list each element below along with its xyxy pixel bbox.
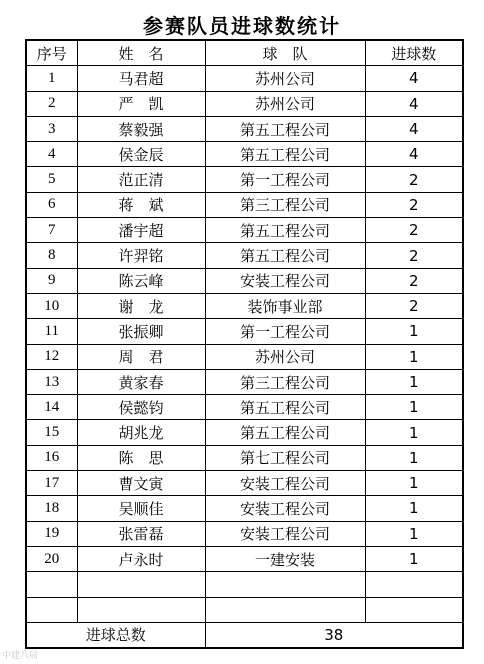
row-goals: 1 xyxy=(365,521,463,546)
row-name: 吴顺佳 xyxy=(77,496,205,521)
header-team: 球 队 xyxy=(205,40,365,66)
row-team: 安装工程公司 xyxy=(205,268,365,293)
row-index: 18 xyxy=(26,496,77,521)
table-row xyxy=(26,369,463,394)
table-row xyxy=(26,116,463,141)
row-name: 周 君 xyxy=(77,344,205,369)
row-name: 黄家春 xyxy=(77,369,205,394)
row-goals: 1 xyxy=(365,445,463,470)
row-goals: 1 xyxy=(365,319,463,344)
table-row xyxy=(26,546,463,571)
table-row xyxy=(26,319,463,344)
header-goals: 进球数 xyxy=(365,40,463,66)
row-index: 16 xyxy=(26,445,77,470)
row-goals: 2 xyxy=(365,268,463,293)
row-team: 安装工程公司 xyxy=(205,471,365,496)
row-name: 谢 龙 xyxy=(77,293,205,318)
row-name: 蔡毅强 xyxy=(77,116,205,141)
row-index: 14 xyxy=(26,395,77,420)
table-row xyxy=(26,192,463,217)
row-index: 8 xyxy=(26,243,77,268)
row-index: 5 xyxy=(26,167,77,192)
row-goals: 2 xyxy=(365,243,463,268)
row-team: 第一工程公司 xyxy=(205,319,365,344)
row-goals: 4 xyxy=(365,91,463,116)
row-goals: 1 xyxy=(365,420,463,445)
header-index: 序号 xyxy=(26,40,77,66)
goals-table xyxy=(25,39,464,649)
row-index: 19 xyxy=(26,521,77,546)
table-row xyxy=(26,91,463,116)
table-row xyxy=(26,293,463,318)
table-row xyxy=(26,66,463,91)
total-label: 进球总数 xyxy=(26,622,205,648)
row-name: 马君超 xyxy=(77,66,205,91)
table-row xyxy=(26,243,463,268)
empty-row xyxy=(26,597,463,622)
row-index: 9 xyxy=(26,268,77,293)
row-goals: 1 xyxy=(365,344,463,369)
row-goals: 4 xyxy=(365,142,463,167)
row-name: 蒋 斌 xyxy=(77,192,205,217)
row-team: 苏州公司 xyxy=(205,91,365,116)
row-team: 第五工程公司 xyxy=(205,243,365,268)
row-name: 张振卿 xyxy=(77,319,205,344)
row-name: 张雷磊 xyxy=(77,521,205,546)
total-row xyxy=(26,622,463,648)
row-team: 第五工程公司 xyxy=(205,142,365,167)
row-index: 3 xyxy=(26,116,77,141)
row-name: 曹文寅 xyxy=(77,471,205,496)
table-row xyxy=(26,420,463,445)
table-row xyxy=(26,496,463,521)
row-goals: 1 xyxy=(365,496,463,521)
table-row xyxy=(26,344,463,369)
row-team: 第五工程公司 xyxy=(205,218,365,243)
total-value: 38 xyxy=(205,622,463,648)
row-index: 11 xyxy=(26,319,77,344)
row-team: 第五工程公司 xyxy=(205,420,365,445)
row-goals: 2 xyxy=(365,218,463,243)
row-team: 第七工程公司 xyxy=(205,445,365,470)
row-name: 陈 思 xyxy=(77,445,205,470)
row-goals: 2 xyxy=(365,293,463,318)
row-goals: 4 xyxy=(365,66,463,91)
table-row xyxy=(26,167,463,192)
header-name: 姓 名 xyxy=(77,40,205,66)
row-team: 第一工程公司 xyxy=(205,167,365,192)
empty-row xyxy=(26,572,463,597)
row-team: 装饰事业部 xyxy=(205,293,365,318)
row-team: 第三工程公司 xyxy=(205,369,365,394)
row-index: 4 xyxy=(26,142,77,167)
row-goals: 1 xyxy=(365,395,463,420)
row-team: 第三工程公司 xyxy=(205,192,365,217)
row-index: 15 xyxy=(26,420,77,445)
row-index: 20 xyxy=(26,546,77,571)
row-name: 潘宇超 xyxy=(77,218,205,243)
row-team: 苏州公司 xyxy=(205,344,365,369)
row-team: 第五工程公司 xyxy=(205,116,365,141)
row-index: 10 xyxy=(26,293,77,318)
row-index: 12 xyxy=(26,344,77,369)
table-row xyxy=(26,395,463,420)
row-goals: 2 xyxy=(365,167,463,192)
row-goals: 2 xyxy=(365,192,463,217)
row-name: 陈云峰 xyxy=(77,268,205,293)
row-goals: 1 xyxy=(365,471,463,496)
row-index: 2 xyxy=(26,91,77,116)
row-name: 严 凯 xyxy=(77,91,205,116)
table-row xyxy=(26,142,463,167)
row-index: 7 xyxy=(26,218,77,243)
row-team: 安装工程公司 xyxy=(205,521,365,546)
row-name: 许羿铭 xyxy=(77,243,205,268)
row-name: 卢永时 xyxy=(77,546,205,571)
row-team: 一建安装 xyxy=(205,546,365,571)
row-name: 侯金辰 xyxy=(77,142,205,167)
row-name: 侯懿钧 xyxy=(77,395,205,420)
table-row xyxy=(26,218,463,243)
watermark: 中建八局 xyxy=(2,651,39,661)
row-name: 胡兆龙 xyxy=(77,420,205,445)
table-row xyxy=(26,521,463,546)
table-row xyxy=(26,268,463,293)
row-goals: 1 xyxy=(365,546,463,571)
table-row xyxy=(26,445,463,470)
row-team: 安装工程公司 xyxy=(205,496,365,521)
row-name: 范正清 xyxy=(77,167,205,192)
row-index: 1 xyxy=(26,66,77,91)
page-title: 参赛队员进球数统计 xyxy=(143,14,341,38)
row-index: 13 xyxy=(26,369,77,394)
row-goals: 4 xyxy=(365,116,463,141)
table-row xyxy=(26,471,463,496)
row-goals: 1 xyxy=(365,369,463,394)
row-team: 第五工程公司 xyxy=(205,395,365,420)
row-index: 17 xyxy=(26,471,77,496)
row-index: 6 xyxy=(26,192,77,217)
header-row xyxy=(26,40,463,66)
row-team: 苏州公司 xyxy=(205,66,365,91)
